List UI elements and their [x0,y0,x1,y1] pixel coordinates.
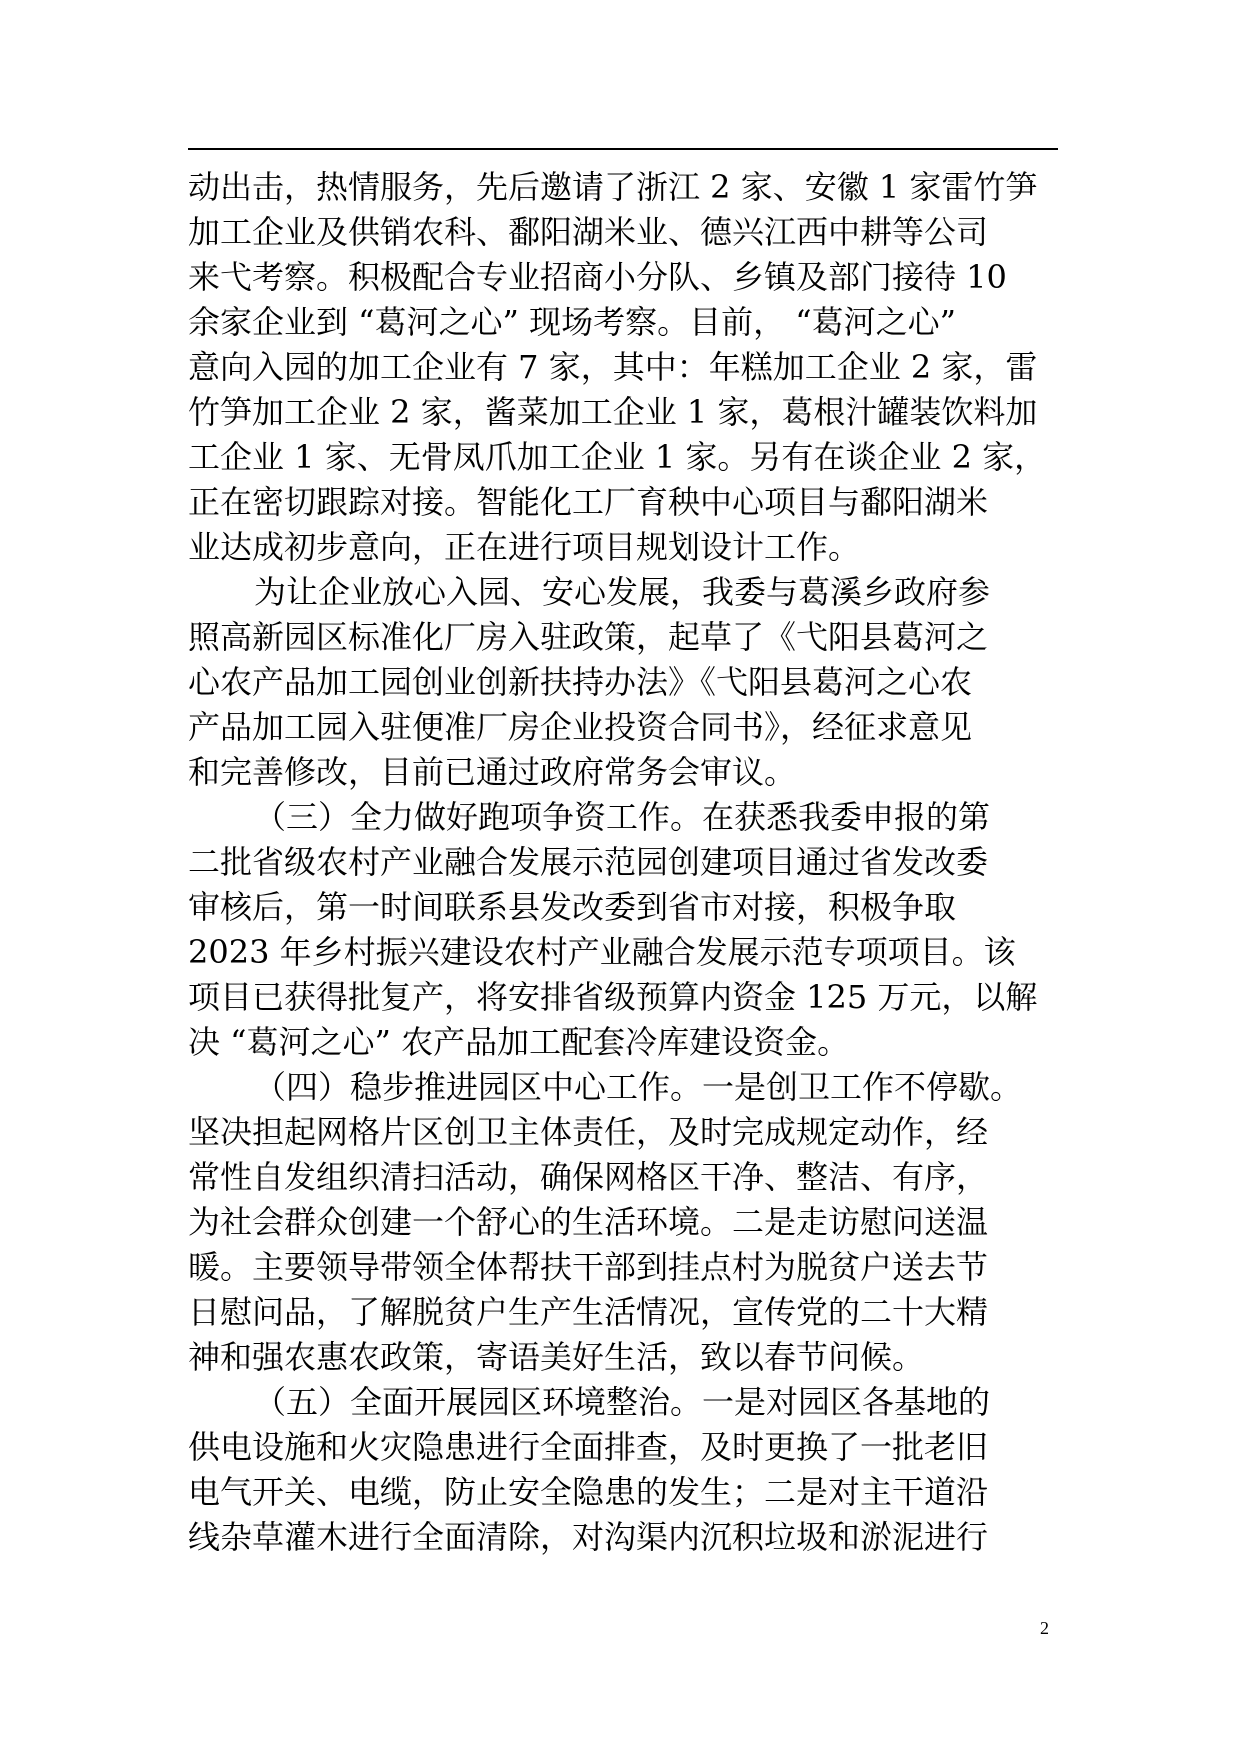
text-line: 意向入园的加工企业有 7 家，其中：年糕加工企业 2 家，雷 [188,348,1038,386]
text-line: 电气开关、电缆，防止安全隐患的发生；二是对主干道沿 [188,1473,989,1511]
text-line: 照高新园区标准化厂房入驻政策，起草了《弋阳县葛河之 [188,618,989,656]
text-line: 常性自发组织清扫活动，确保网格区干净、整洁、有序， [188,1158,989,1196]
page-number: 2 [1040,1618,1049,1638]
text-line: （四）稳步推进园区中心工作。一是创卫工作不停歇。 [254,1068,1023,1106]
text-line: 线杂草灌木进行全面清除，对沟渠内沉积垃圾和淤泥进行 [188,1518,989,1556]
text-line: 来弋考察。积极配合专业招商小分队、乡镇及部门接待 10 [188,258,1007,296]
text-line: 神和强农惠农政策，寄语美好生活，致以春节问候。 [188,1338,925,1376]
text-line: 业达成初步意向，正在进行项目规划设计工作。 [188,528,861,566]
text-line: 心农产品加工园创业创新扶持办法》《弋阳县葛河之心农 [188,663,973,701]
text-line: 为社会群众创建一个舒心的生活环境。二是走访慰问送温 [188,1203,989,1241]
text-line: 动出击，热情服务，先后邀请了浙江 2 家、安徽 1 家雷竹笋 [188,168,1038,206]
text-line: 日慰问品，了解脱贫户生产生活情况，宣传党的二十大精 [188,1293,989,1331]
text-line: 正在密切跟踪对接。智能化工厂育秧中心项目与鄱阳湖米 [188,483,989,521]
text-line: 决 “葛河之心” 农产品加工配套冷库建设资金。 [188,1023,850,1061]
text-line: （三）全力做好跑项争资工作。在获悉我委申报的第 [254,798,991,836]
text-line: 余家企业到 “葛河之心” 现场考察。目前， “葛河之心” [188,303,956,341]
text-line: 暖。主要领导带领全体帮扶干部到挂点村为脱贫户送去节 [188,1248,989,1286]
text-line: 坚决担起网格片区创卫主体责任，及时完成规定动作，经 [188,1113,989,1151]
text-line: 二批省级农村产业融合发展示范园创建项目通过省发改委 [188,843,989,881]
text-line: 加工企业及供销农科、鄱阳湖米业、德兴江西中耕等公司 [188,213,989,251]
document-body [188,165,1088,1560]
text-line: 项目已获得批复产，将安排省级预算内资金 125 万元，以解 [188,978,1038,1016]
text-line: 供电设施和火灾隐患进行全面排查，及时更换了一批老旧 [188,1428,989,1466]
text-line: （五）全面开展园区环境整治。一是对园区各基地的 [254,1383,991,1421]
text-line: 工企业 1 家、无骨凤爪加工企业 1 家。另有在谈企业 2 家， [188,438,1047,476]
text-line: 为让企业放心入园、安心发展，我委与葛溪乡政府参 [254,573,991,611]
text-line: 和完善修改，目前已通过政府常务会审议。 [188,753,797,791]
text-line: 审核后，第一时间联系县发改委到省市对接，积极争取 [188,888,957,926]
text-line: 产品加工园入驻便准厂房企业投资合同书》，经征求意见 [188,708,973,746]
text-line: 竹笋加工企业 2 家，酱菜加工企业 1 家，葛根汁罐装饮料加 [188,393,1038,431]
text-line: 2023 年乡村振兴建设农村产业融合发展示范专项项目。该 [188,933,1016,971]
header-rule [188,148,1058,150]
